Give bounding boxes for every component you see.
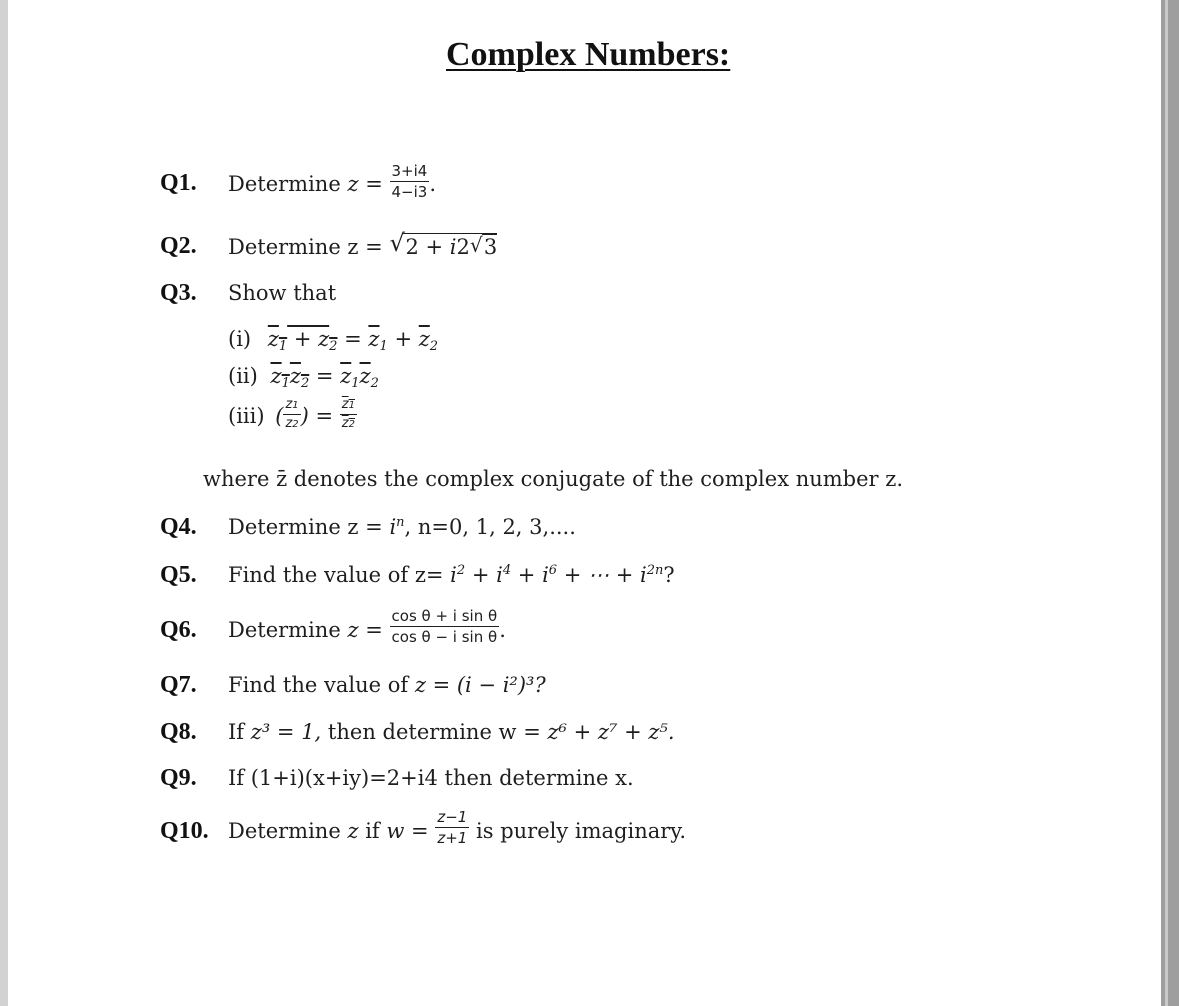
- q3-item-3: [228, 397, 357, 431]
- q5-text: Find the value of z=: [228, 563, 444, 587]
- q6-period: .: [499, 618, 506, 642]
- q3-item-3-math: ( $\frac{z1}{z2}$ ) = $\frac{z1}{z2}$: [275, 397, 355, 431]
- q2-radicand-i: i: [449, 235, 457, 259]
- q5-series: $i^2 + i^4 + i^6$ + ⋯ + $i^{2n}$: [450, 563, 664, 587]
- q10-fraction: [435, 809, 469, 846]
- q6-denominator: cos θ − i sin θ: [391, 628, 498, 646]
- q6-fraction: [390, 608, 500, 645]
- q8-label: Q8.: [160, 719, 197, 745]
- q4-base: i: [389, 515, 397, 539]
- q2-label: Q2.: [160, 233, 197, 259]
- q7-content: [228, 673, 546, 697]
- q1-numerator: 3+i4: [391, 162, 428, 180]
- sqrt-symbol: √: [389, 229, 405, 257]
- q10-w: w =: [386, 819, 429, 843]
- q2-text: Determine z =: [228, 235, 383, 259]
- q5-tail: ?: [663, 563, 675, 587]
- q3-label: Q3.: [160, 280, 197, 306]
- q6-var: z: [347, 618, 359, 642]
- page-scrollbar[interactable]: [1161, 0, 1179, 1006]
- scrollbar-highlight: [1165, 0, 1168, 1006]
- q2-inner-radicand: 3: [483, 235, 498, 259]
- q7-expr: z = (i − i²)³?: [414, 673, 546, 697]
- q6-content: [228, 607, 506, 646]
- q1-content: [228, 162, 437, 201]
- q3-item-3-num: (iii): [228, 404, 265, 428]
- q2-sqrt: [389, 229, 498, 259]
- q10-if: if: [365, 819, 380, 843]
- inner-sqrt-symbol: √: [469, 233, 483, 257]
- q3-item-1-num: (i): [228, 327, 252, 351]
- q8-text: If: [228, 720, 245, 744]
- q2-content: [228, 229, 498, 259]
- q2-radicand-b: 2: [456, 235, 470, 259]
- q2-inner-sqrt: [470, 234, 497, 259]
- q8-mid: then determine w =: [327, 720, 541, 744]
- q10-content: [228, 808, 687, 847]
- q1-text: Determine: [228, 172, 341, 196]
- q6-text: Determine: [228, 618, 341, 642]
- q3-item-2-math: $z1z2 = \overline{z}1\overline{z}2$: [270, 364, 379, 391]
- q2-radicand-a: 2 +: [405, 235, 450, 259]
- q6-label: Q6.: [160, 617, 197, 643]
- q1-fraction: [390, 163, 430, 200]
- q10-tail: is purely imaginary.: [476, 819, 687, 843]
- q7-label: Q7.: [160, 672, 197, 698]
- q4-content: [228, 515, 576, 539]
- q5-label: Q5.: [160, 562, 197, 588]
- q4-tail: , n=0, 1, 2, 3,....: [404, 515, 576, 539]
- q7-text: Find the value of: [228, 673, 409, 697]
- q10-var: z: [347, 819, 359, 843]
- q8-condition: z³ = 1,: [250, 720, 322, 744]
- q10-denominator: z+1: [437, 829, 468, 847]
- q4-text: Determine z =: [228, 515, 383, 539]
- q3-note: where z̄ denotes the complex conjugate of the complex number z.: [203, 467, 903, 491]
- q4-label: Q4.: [160, 514, 197, 540]
- q6-eq: =: [365, 618, 383, 642]
- q5-content: [228, 563, 675, 587]
- document-page: [8, 0, 1161, 1006]
- q10-numerator: z−1: [437, 808, 468, 826]
- q8-expr: z⁶ + z⁷ + z⁵.: [547, 720, 675, 744]
- q3-item-1: [228, 327, 438, 354]
- q4-exponent: n: [396, 515, 405, 530]
- q3-item-2: [228, 364, 379, 391]
- q9-text: If (1+i)(x+iy)=2+i4 then determine x.: [228, 766, 634, 790]
- q8-content: [228, 720, 675, 744]
- q3-item-1-math: $z1 + z2 = \overline{z}1 + \overline{z}2$: [267, 327, 439, 354]
- page-title: Complex Numbers:: [446, 36, 731, 73]
- q1-denominator: 4−i3: [391, 183, 428, 201]
- q1-period: .: [429, 172, 437, 196]
- q10-label: Q10.: [160, 818, 209, 844]
- q9-label: Q9.: [160, 765, 197, 791]
- q1-var: z: [347, 172, 359, 196]
- q1-label: Q1.: [160, 170, 197, 196]
- q1-eq: =: [365, 172, 383, 196]
- q3-item-2-num: (ii): [228, 364, 258, 388]
- q3-text: Show that: [228, 281, 337, 305]
- q10-text: Determine: [228, 819, 341, 843]
- q6-numerator: cos θ + i sin θ: [391, 607, 498, 625]
